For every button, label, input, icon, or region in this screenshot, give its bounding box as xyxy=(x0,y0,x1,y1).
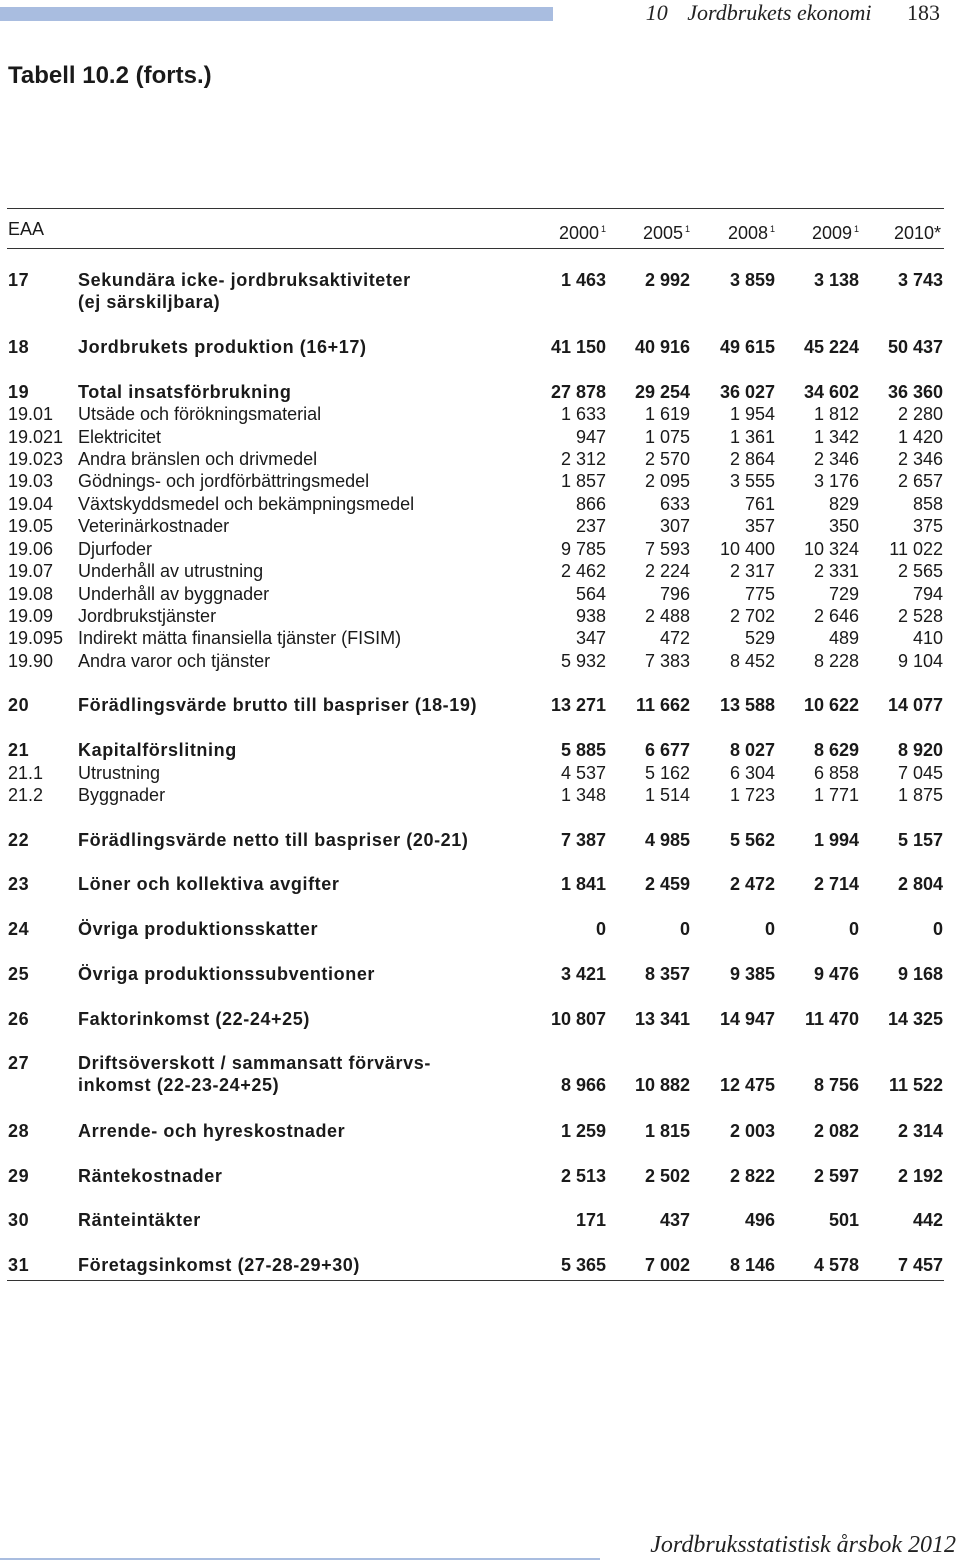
value-cell: 2 597 xyxy=(813,1166,859,1186)
value-cell: 9 476 xyxy=(813,964,859,984)
value-cell: 829 xyxy=(828,494,859,514)
value-cell: 3 138 xyxy=(813,270,859,290)
value-cell: 1 633 xyxy=(560,404,606,424)
value-cell: 27 878 xyxy=(550,382,606,402)
value-cell: 1 348 xyxy=(560,785,606,805)
value-cell: 1 619 xyxy=(644,404,690,424)
value-cell: 5 157 xyxy=(897,830,943,850)
row-code: 27 xyxy=(8,1053,30,1073)
value-cell: 10 622 xyxy=(803,695,859,715)
value-cell: 2 804 xyxy=(897,874,943,894)
value-cell: 2 822 xyxy=(729,1166,775,1186)
value-cell: 9 168 xyxy=(897,964,943,984)
value-cell: 1 342 xyxy=(813,427,859,447)
value-cell: 1 075 xyxy=(644,427,690,447)
row-code: 17 xyxy=(8,270,30,290)
footer-publication: Jordbruksstatistisk årsbok 2012 xyxy=(650,1532,956,1558)
row-label: Ränteintäkter xyxy=(78,1210,201,1230)
value-cell: 8 357 xyxy=(644,964,690,984)
value-cell: 9 104 xyxy=(897,651,943,671)
row-label: Underhåll av byggnader xyxy=(78,584,270,604)
value-cell: 489 xyxy=(828,628,859,648)
row-code: 19.08 xyxy=(8,584,54,604)
footer-accent-line xyxy=(0,1558,600,1560)
column-header-year: 2005 $^1$ xyxy=(642,223,690,243)
value-cell: 10 324 xyxy=(803,539,859,559)
value-cell: 410 xyxy=(912,628,943,648)
value-cell: 472 xyxy=(659,628,690,648)
row-label: Arrende- och hyreskostnader xyxy=(78,1121,346,1141)
row-label: Räntekostnader xyxy=(78,1166,223,1186)
value-cell: 938 xyxy=(575,606,606,626)
row-label: Faktorinkomst (22-24+25) xyxy=(78,1009,310,1029)
value-cell: 29 254 xyxy=(634,382,690,402)
row-code: 18 xyxy=(8,337,30,357)
value-cell: 2 346 xyxy=(813,449,859,469)
row-code: 19.06 xyxy=(8,539,54,559)
value-cell: 2 992 xyxy=(644,270,690,290)
value-cell: 1 771 xyxy=(813,785,859,805)
value-cell: 3 743 xyxy=(897,270,943,290)
value-cell: 564 xyxy=(575,584,606,604)
header-accent-bar xyxy=(0,7,553,21)
value-cell: 2 346 xyxy=(897,449,943,469)
value-cell: 0 xyxy=(679,919,690,939)
value-cell: 10 807 xyxy=(550,1009,606,1029)
row-code: 19.05 xyxy=(8,516,54,536)
row-label: Övriga produktionssubventioner xyxy=(78,964,376,984)
row-label: Andra bränslen och drivmedel xyxy=(78,449,318,469)
row-code: 28 xyxy=(8,1121,30,1141)
row-label: Övriga produktionsskatter xyxy=(78,919,319,939)
value-cell: 729 xyxy=(828,584,859,604)
value-cell: 633 xyxy=(659,494,690,514)
table-title: Tabell 10.2 (forts.) xyxy=(8,62,212,89)
value-cell: 4 537 xyxy=(560,763,606,783)
row-code: 23 xyxy=(8,874,30,894)
running-head xyxy=(646,0,940,28)
value-cell: 2 472 xyxy=(729,874,775,894)
row-code: 19.07 xyxy=(8,561,54,581)
value-cell: 6 858 xyxy=(813,763,859,783)
value-cell: 6 304 xyxy=(729,763,775,783)
row-label-continued: (ej särskiljbara) xyxy=(78,292,221,312)
value-cell: 796 xyxy=(659,584,690,604)
value-cell: 3 859 xyxy=(729,270,775,290)
value-cell: 2 280 xyxy=(897,404,943,424)
value-cell: 45 224 xyxy=(803,337,859,357)
value-cell: 2 331 xyxy=(813,561,859,581)
row-code: 19.04 xyxy=(8,494,54,514)
value-cell: 11 662 xyxy=(635,695,690,715)
row-label: Underhåll av utrustning xyxy=(78,561,264,581)
value-cell: 1 812 xyxy=(813,404,859,424)
value-cell: 7 457 xyxy=(897,1255,943,1275)
value-cell: 2 488 xyxy=(644,606,690,626)
value-cell: 14 077 xyxy=(887,695,943,715)
value-cell: 8 920 xyxy=(897,740,943,760)
value-cell: 14 947 xyxy=(719,1009,775,1029)
row-label-continued: inkomst (22-23-24+25) xyxy=(78,1075,280,1095)
row-label: Kapitalförslitning xyxy=(78,740,237,760)
value-cell: 347 xyxy=(575,628,606,648)
value-cell: 2 570 xyxy=(644,449,690,469)
row-label: Elektricitet xyxy=(78,427,162,447)
row-code: 21.1 xyxy=(8,763,44,783)
value-cell: 14 325 xyxy=(887,1009,943,1029)
row-code: 20 xyxy=(8,695,30,715)
value-cell: 2 462 xyxy=(560,561,606,581)
value-cell: 4 578 xyxy=(813,1255,859,1275)
value-cell: 12 475 xyxy=(719,1075,775,1095)
value-cell: 5 365 xyxy=(560,1255,606,1275)
row-label: Jordbrukstjänster xyxy=(78,606,217,626)
value-cell: 36 027 xyxy=(719,382,775,402)
row-code: 19.90 xyxy=(8,651,54,671)
value-cell: 3 421 xyxy=(560,964,606,984)
row-code: 19.01 xyxy=(8,404,54,424)
value-cell: 2 459 xyxy=(644,874,690,894)
value-cell: 350 xyxy=(828,516,859,536)
value-cell: 1 420 xyxy=(897,427,943,447)
value-cell: 1 259 xyxy=(560,1121,606,1141)
row-label: Gödnings- och jordförbättringsmedel xyxy=(78,471,370,491)
value-cell: 1 994 xyxy=(813,830,859,850)
row-label: Byggnader xyxy=(78,785,166,805)
value-cell: 1 514 xyxy=(644,785,690,805)
row-label: Utsäde och förökningsmaterial xyxy=(78,404,322,424)
value-cell: 0 xyxy=(848,919,859,939)
value-cell: 858 xyxy=(912,494,943,514)
value-cell: 947 xyxy=(575,427,606,447)
value-cell: 13 271 xyxy=(550,695,606,715)
row-code: 24 xyxy=(8,919,30,939)
value-cell: 1 954 xyxy=(729,404,775,424)
row-label: Jordbrukets produktion (16+17) xyxy=(78,337,367,357)
value-cell: 41 150 xyxy=(550,337,606,357)
column-header-year: 2008 $^1$ xyxy=(727,223,775,243)
value-cell: 1 361 xyxy=(729,427,775,447)
value-cell: 6 677 xyxy=(644,740,690,760)
value-cell: 7 387 xyxy=(560,830,606,850)
value-cell: 529 xyxy=(744,628,775,648)
value-cell: 2 095 xyxy=(644,471,690,491)
value-cell: 2 003 xyxy=(729,1121,775,1141)
value-cell: 8 629 xyxy=(813,740,859,760)
row-code: 29 xyxy=(8,1166,30,1186)
value-cell: 442 xyxy=(912,1210,943,1230)
row-label: Företagsinkomst (27-28-29+30) xyxy=(78,1255,361,1275)
value-cell: 8 452 xyxy=(729,651,775,671)
value-cell: 8 756 xyxy=(813,1075,859,1095)
chapter-number: 10 xyxy=(645,0,668,25)
value-cell: 4 985 xyxy=(644,830,690,850)
row-code: 25 xyxy=(8,964,30,984)
value-cell: 171 xyxy=(575,1210,606,1230)
value-cell: 13 588 xyxy=(719,695,775,715)
value-cell: 2 565 xyxy=(897,561,943,581)
value-cell: 2 317 xyxy=(729,561,775,581)
value-cell: 9 385 xyxy=(729,964,775,984)
value-cell: 7 383 xyxy=(644,651,690,671)
value-cell: 11 022 xyxy=(889,539,943,559)
row-label: Driftsöverskott / sammansatt förvärvs- xyxy=(78,1053,431,1073)
row-code: 19.095 xyxy=(8,628,64,648)
value-cell: 2 646 xyxy=(813,606,859,626)
row-label: Sekundära icke- jordbruksaktiviteter xyxy=(78,270,411,290)
column-header-year: 2000 $^1$ xyxy=(558,223,606,243)
value-cell: 2 657 xyxy=(897,471,943,491)
row-code: 21 xyxy=(8,740,30,760)
page-number: 183 xyxy=(907,0,940,25)
value-cell: 501 xyxy=(828,1210,859,1230)
row-code: 19.021 xyxy=(8,427,64,447)
row-label: Löner och kollektiva avgifter xyxy=(78,874,340,894)
value-cell: 2 864 xyxy=(729,449,775,469)
value-cell: 2 314 xyxy=(897,1121,943,1141)
value-cell: 8 228 xyxy=(813,651,859,671)
row-code: 26 xyxy=(8,1009,30,1029)
value-cell: 307 xyxy=(659,516,690,536)
row-code: 21.2 xyxy=(8,785,44,805)
value-cell: 375 xyxy=(912,516,943,536)
row-label: Andra varor och tjänster xyxy=(78,651,271,671)
value-cell: 775 xyxy=(744,584,775,604)
value-cell: 866 xyxy=(575,494,606,514)
value-cell: 0 xyxy=(932,919,943,939)
value-cell: 3 176 xyxy=(813,471,859,491)
row-code: 30 xyxy=(8,1210,30,1230)
value-cell: 2 224 xyxy=(644,561,690,581)
value-cell: 0 xyxy=(764,919,775,939)
value-cell: 11 522 xyxy=(888,1075,943,1095)
column-header-eaa: EAA xyxy=(8,219,45,239)
row-code: 31 xyxy=(8,1255,30,1275)
value-cell: 5 162 xyxy=(644,763,690,783)
value-cell: 7 045 xyxy=(897,763,943,783)
value-cell: 5 885 xyxy=(560,740,606,760)
value-cell: 2 192 xyxy=(897,1166,943,1186)
row-code: 19.023 xyxy=(8,449,64,469)
value-cell: 36 360 xyxy=(887,382,943,402)
value-cell: 50 437 xyxy=(887,337,943,357)
value-cell: 13 341 xyxy=(634,1009,690,1029)
value-cell: 1 815 xyxy=(644,1121,690,1141)
row-label: Veterinärkostnader xyxy=(78,516,230,536)
value-cell: 357 xyxy=(744,516,775,536)
value-cell: 3 555 xyxy=(729,471,775,491)
value-cell: 1 723 xyxy=(729,785,775,805)
value-cell: 2 714 xyxy=(813,874,859,894)
value-cell: 8 146 xyxy=(729,1255,775,1275)
value-cell: 49 615 xyxy=(719,337,775,357)
value-cell: 1 875 xyxy=(897,785,943,805)
value-cell: 1 841 xyxy=(560,874,606,894)
value-cell: 2 513 xyxy=(560,1166,606,1186)
value-cell: 7 002 xyxy=(644,1255,690,1275)
value-cell: 5 562 xyxy=(729,830,775,850)
value-cell: 794 xyxy=(912,584,943,604)
column-header-year: 2010* xyxy=(893,223,941,243)
value-cell: 1 463 xyxy=(560,270,606,290)
row-label: Djurfoder xyxy=(78,539,153,559)
value-cell: 761 xyxy=(744,494,775,514)
value-cell: 2 528 xyxy=(897,606,943,626)
row-code: 19 xyxy=(8,382,30,402)
row-label: Indirekt mätta finansiella tjänster (FISIM) xyxy=(78,628,402,648)
chapter-title: Jordbrukets ekonomi xyxy=(687,0,872,25)
row-label: Utrustning xyxy=(78,763,161,783)
value-cell: 437 xyxy=(659,1210,690,1230)
column-header-year: 2009 $^1$ xyxy=(811,223,859,243)
value-cell: 7 593 xyxy=(644,539,690,559)
table-top-rule xyxy=(7,208,944,209)
value-cell: 8 027 xyxy=(729,740,775,760)
value-cell: 1 857 xyxy=(560,471,606,491)
value-cell: 237 xyxy=(575,516,606,536)
value-cell: 8 966 xyxy=(560,1075,606,1095)
value-cell: 2 502 xyxy=(644,1166,690,1186)
value-cell: 0 xyxy=(595,919,606,939)
value-cell: 2 082 xyxy=(813,1121,859,1141)
value-cell: 40 916 xyxy=(634,337,690,357)
value-cell: 10 400 xyxy=(719,539,775,559)
row-label: Växtskyddsmedel och bekämpningsmedel xyxy=(78,494,415,514)
row-code: 19.09 xyxy=(8,606,54,626)
value-cell: 9 785 xyxy=(560,539,606,559)
row-label: Total insatsförbrukning xyxy=(78,382,292,402)
value-cell: 496 xyxy=(744,1210,775,1230)
value-cell: 10 882 xyxy=(634,1075,690,1095)
row-code: 19.03 xyxy=(8,471,54,491)
value-cell: 34 602 xyxy=(803,382,859,402)
row-label: Förädlingsvärde netto till baspriser (20-21) xyxy=(78,830,469,850)
value-cell: 2 312 xyxy=(560,449,606,469)
value-cell: 2 702 xyxy=(729,606,775,626)
table-bottom-rule xyxy=(7,1280,944,1281)
row-code: 22 xyxy=(8,830,30,850)
row-label: Förädlingsvärde brutto till baspriser (18-19) xyxy=(78,695,478,715)
value-cell: 11 470 xyxy=(804,1009,859,1029)
value-cell: 5 932 xyxy=(560,651,606,671)
table-header-rule xyxy=(7,248,944,249)
